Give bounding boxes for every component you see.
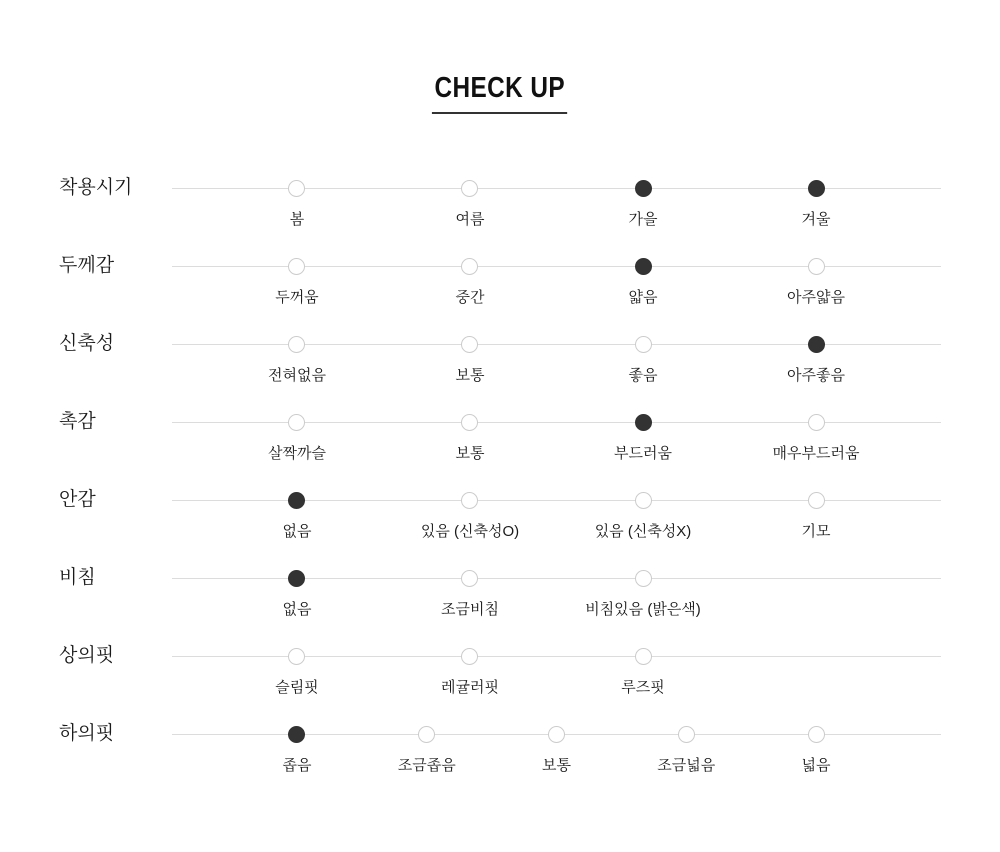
scale-option	[385, 570, 555, 620]
option-dot-icon	[635, 180, 652, 197]
option-dot-icon	[678, 726, 695, 743]
option-dot-icon	[461, 492, 478, 509]
attribute-row	[0, 384, 1000, 462]
option-dot-icon	[461, 336, 478, 353]
option-label: 넓음	[801, 757, 831, 774]
attribute-label: 상의핏	[59, 645, 115, 666]
option-dot-icon	[808, 258, 825, 275]
option-label: 슬림핏	[275, 679, 319, 696]
option-label: 보통	[455, 445, 485, 462]
option-dot-icon	[635, 414, 652, 431]
option-dot-icon	[635, 570, 652, 587]
scale-option	[385, 414, 555, 464]
option-label: 조금넓음	[657, 757, 716, 774]
option-dot-icon	[635, 648, 652, 665]
option-dot-icon	[461, 648, 478, 665]
option-dot-icon	[461, 258, 478, 275]
attribute-row	[0, 696, 1000, 774]
scale-option	[731, 180, 901, 230]
option-label: 보통	[455, 367, 485, 384]
scale-track	[172, 150, 941, 228]
option-label: 보통	[542, 757, 571, 774]
attribute-row	[0, 228, 1000, 306]
option-label: 기모	[801, 523, 831, 540]
scale-option	[558, 492, 728, 542]
scale-option	[385, 492, 555, 542]
attribute-label: 비침	[59, 567, 96, 588]
option-label: 두꺼움	[275, 289, 319, 306]
scale-option	[731, 258, 901, 308]
option-label: 없음	[282, 523, 312, 540]
scale-option	[212, 570, 382, 620]
option-label: 조금좁음	[397, 757, 456, 774]
option-dot-icon	[635, 492, 652, 509]
attribute-row	[0, 150, 1000, 228]
scale-option	[731, 414, 901, 464]
scale-option	[731, 726, 901, 776]
option-dot-icon	[635, 336, 652, 353]
option-dot-icon	[288, 570, 305, 587]
scale-track	[172, 540, 941, 618]
scale-option	[212, 648, 382, 698]
attribute-row	[0, 540, 1000, 618]
scale-option	[212, 414, 382, 464]
page-title: CHECK UP	[432, 72, 568, 114]
scale-option	[558, 648, 728, 698]
option-label: 중간	[455, 289, 485, 306]
attribute-row	[0, 462, 1000, 540]
page-title-wrap	[0, 72, 1000, 114]
option-label: 조금비침	[441, 601, 499, 618]
scale-option	[212, 492, 382, 542]
option-dot-icon	[288, 336, 305, 353]
scale-option	[212, 258, 382, 308]
option-label: 매우부드러움	[772, 445, 860, 462]
option-label: 여름	[455, 211, 485, 228]
attribute-label: 신축성	[59, 333, 115, 354]
option-label: 있음 (신축성O)	[420, 523, 520, 540]
option-dot-icon	[808, 726, 825, 743]
option-dot-icon	[288, 180, 305, 197]
scale-option	[385, 648, 555, 698]
scale-option	[558, 570, 728, 620]
option-label: 좁음	[282, 757, 312, 774]
attribute-label: 착용시기	[59, 177, 133, 198]
scale-track	[172, 462, 941, 540]
scale-track	[172, 618, 941, 696]
option-label: 아주좋음	[787, 367, 846, 384]
scale-option	[385, 180, 555, 230]
option-label: 없음	[282, 601, 312, 618]
option-dot-icon	[418, 726, 435, 743]
option-dot-icon	[461, 180, 478, 197]
option-label: 좋음	[628, 367, 658, 384]
scale-option	[212, 336, 382, 386]
attribute-label: 하의핏	[59, 723, 115, 744]
attribute-label: 촉감	[59, 411, 96, 432]
option-label: 가을	[628, 211, 658, 228]
option-dot-icon	[288, 648, 305, 665]
scale-option	[385, 336, 555, 386]
scale-track	[172, 384, 941, 462]
scale-option	[558, 336, 728, 386]
option-label: 있음 (신축성X)	[594, 523, 692, 540]
option-label: 부드러움	[614, 445, 672, 462]
option-dot-icon	[808, 492, 825, 509]
scale-track	[172, 228, 941, 306]
option-label: 얇음	[628, 289, 658, 306]
option-label: 루즈핏	[621, 679, 665, 696]
scale-track	[172, 306, 941, 384]
attribute-row	[0, 306, 1000, 384]
option-dot-icon	[548, 726, 565, 743]
scale-option	[212, 180, 382, 230]
scale-option	[558, 258, 728, 308]
option-label: 비침있음 (밝은색)	[585, 601, 701, 618]
scale-option	[731, 336, 901, 386]
option-dot-icon	[288, 258, 305, 275]
option-label: 레귤러핏	[441, 679, 499, 696]
option-label: 전혀없음	[267, 367, 326, 384]
option-label: 아주얇음	[787, 289, 846, 306]
option-dot-icon	[288, 414, 305, 431]
scale-option	[558, 180, 728, 230]
option-dot-icon	[635, 258, 652, 275]
option-dot-icon	[461, 414, 478, 431]
option-label: 봄	[289, 211, 305, 228]
scale-option	[731, 492, 901, 542]
scale-option	[385, 258, 555, 308]
option-label: 겨울	[801, 211, 831, 228]
option-dot-icon	[808, 336, 825, 353]
option-dot-icon	[288, 492, 305, 509]
option-dot-icon	[808, 414, 825, 431]
option-dot-icon	[461, 570, 478, 587]
scale-track	[172, 696, 941, 774]
option-dot-icon	[288, 726, 305, 743]
attribute-label: 두께감	[59, 255, 115, 276]
option-dot-icon	[808, 180, 825, 197]
scale-option	[558, 414, 728, 464]
attribute-label: 안감	[59, 489, 96, 510]
attribute-row	[0, 618, 1000, 696]
option-label: 살짝까슬	[267, 445, 326, 462]
